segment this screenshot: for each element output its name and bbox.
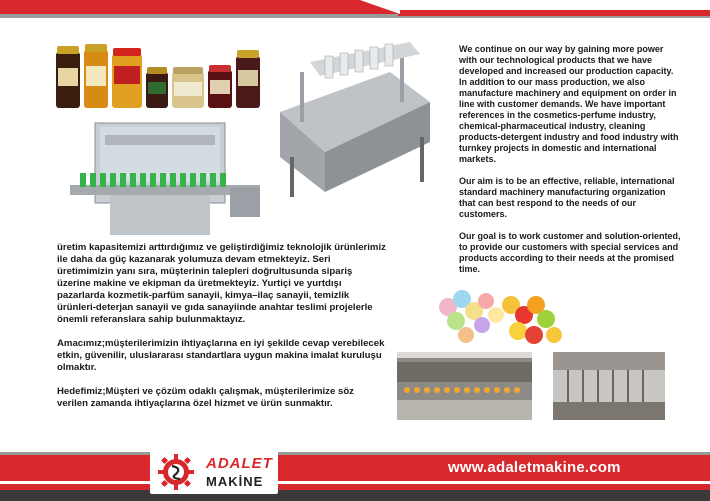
website-link[interactable]: www.adaletmakine.com (448, 459, 621, 476)
english-paragraph-3: Our goal is to work customer and solution-oriented, to provide our customers with special services and products according to their needs at the promised time. (459, 231, 681, 274)
turkish-paragraph-3: Hedefimiz;Müşteri ve çözüm odaklı çalışmak, müşterilerimize söz verilen zamanda ihtiyaçlarına özel hizmet ve ürün sunmaktır. (57, 386, 354, 409)
production-line-photo-1 (397, 352, 532, 420)
production-line-photo-2 (553, 352, 665, 420)
footer-dark-band (0, 490, 710, 501)
filling-machine-photo (270, 42, 440, 202)
gear-logo-icon (156, 452, 196, 492)
logo-word-adalet: ADALET (206, 455, 273, 472)
turkish-text-block (57, 242, 387, 422)
english-paragraph-2: Our aim is to be an effective, reliable, international standard machinery manufacturing organization that can best respond to the needs of our customers. (459, 176, 675, 219)
english-paragraph-1: We continue on our way by gaining more power with our technological products that we have developed and increased our production capacity. In addition to our mass production, we also manufacture machinery and equipment on order in line with customer demands. We have important references in the cosmetics-perfume industry, chemical-pharmaceutical industry, cleaning products-detergent industry and food industry with turnkey projects in domestic and international markets. (459, 44, 679, 164)
logo-word-makine: MAKİNE (206, 474, 264, 489)
labeling-machine-photo (40, 115, 265, 240)
english-text-block (459, 44, 681, 286)
header-white-cutout (400, 0, 710, 10)
turkish-paragraph-2: Amacımız;müşterilerimizin ihtiyaçlarına en iyi şekilde cevap verebilecek etkin, güvenilir, uluslararası standartlara uygun makina imalat kuruluşu olmaktır. (57, 338, 385, 373)
turkish-paragraph-1: üretim kapasitemizi arttırdığımız ve geliştirdiğimiz teknolojik ürünlerimiz ile daha da güç kazanarak yolumuza devam etmekteyiz. Seri üretimimizin yanı sıra, müşterinin talepleri doğrultusunda sipariş üzerine makine ve ekipman da üretmekteyiz. Yurtiçi ve yurtdışı pazarlarda kozmetik-parfüm sanayii, kimya–ilaç sanayii, temizlik ürünleri-deterjan sanayii ve gıda sanayiinde anahtar teslimi projelerle önemli referanslara sahip bulunmaktayız. (57, 242, 386, 325)
jars-photo (54, 42, 264, 112)
gummy-candy-photo (436, 285, 566, 350)
header-diagonal-cut (360, 0, 400, 14)
header-red-stripe (398, 10, 710, 16)
